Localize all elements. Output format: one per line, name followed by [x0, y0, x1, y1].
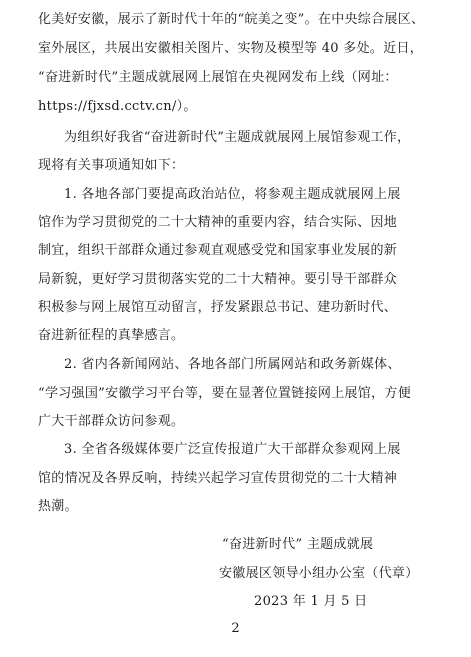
body-line: 室外展区，共展出安徽相关图片、实物及模型等 40 多处。近日，: [38, 41, 424, 56]
body-line: 热潮。: [38, 499, 78, 514]
body-line: “学习强国”安徽学习平台等，要在显著位置链接网上展馆，方便: [38, 386, 411, 401]
body-line: 广大干部群众访问参观。: [38, 414, 185, 429]
body-line: 局新貌，更好学习贯彻落实党的二十大精神。要引导干部群众: [38, 272, 398, 287]
signature-office: 安徽展区领导小组办公室（代章）: [219, 566, 419, 581]
body-line: 积极参与网上展馆互动留言，抒发紧跟总书记、建功新时代、: [38, 300, 398, 315]
body-line: 1. 各地各部门要提高政治站位，将参观主题成就展网上展: [64, 187, 401, 202]
body-line: https://fjxsd.cctv.cn/）。: [38, 99, 197, 114]
body-line: “奋进新时代”主题成就展网上展馆在央视网发布上线（网址：: [38, 70, 398, 85]
body-line: 化美好安徽，展示了新时代十年的“皖美之变”。在中央综合展区、: [38, 12, 425, 27]
body-line: 现将有关事项通知如下：: [38, 158, 185, 173]
body-line: 3. 全省各级媒体要广泛宣传报道广大干部群众参观网上展: [64, 442, 401, 457]
body-line: 2. 省内各新闻网站、各地各部门所属网站和政务新媒体、: [64, 357, 401, 372]
body-line: 制宜，组织干部群众通过参观直观感受党和国家事业发展的新: [38, 243, 398, 258]
signature-title: “奋进新时代” 主题成就展: [222, 537, 374, 552]
body-line: 馆的情况及各界反响，持续兴起学习宣传贯彻党的二十大精神: [38, 471, 398, 486]
page-number: 2: [231, 621, 240, 636]
signature-date: 2023 年 1 月 5 日: [254, 594, 368, 609]
body-line: 奋进新征程的真挚感言。: [38, 328, 185, 343]
body-line: 馆作为学习贯彻党的二十大精神的重要内容，结合实际、因地: [38, 215, 398, 230]
body-line: 为组织好我省“奋进新时代”主题成就展网上展馆参观工作，: [64, 130, 411, 145]
